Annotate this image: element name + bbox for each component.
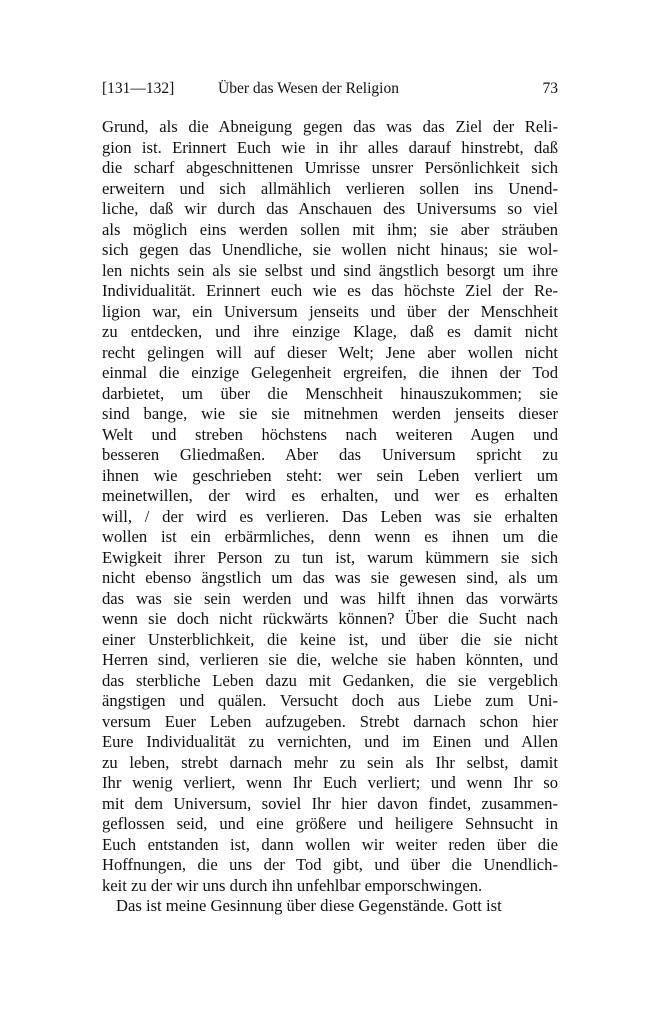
- text-line: ihnen wie geschrieben steht: wer sein Leben verliert um: [102, 465, 558, 485]
- text-line: zu leben, strebt darnach mehr zu sein als Ihr selbst, damit: [102, 752, 558, 772]
- body-text: [102, 117, 558, 917]
- text-line: zu entdecken, und ihre einzige Klage, daß es damit nicht: [102, 322, 558, 341]
- text-line: wollen ist ein erbärmliches, denn wenn es ihnen um die: [102, 527, 558, 546]
- text-line: mit dem Universum, soviel Ihr hier davon findet, zusammen-: [102, 793, 558, 813]
- text-line: keit zu der wir uns durch ihn unfehlbar emporschwingen.: [102, 875, 483, 895]
- text-line: erweitern und sich allmählich verlieren sollen ins Unend-: [102, 178, 558, 198]
- text-line: das was sie sein werden und was hilft ihnen das vorwärts: [102, 588, 558, 608]
- paragraph: [102, 117, 558, 896]
- text-line: ligion war, ein Universum jenseits und über der Menschheit: [102, 301, 558, 321]
- text-line: das sterbliche Leben dazu mit Gedanken, die sie vergeblich: [102, 670, 558, 690]
- text-line: die scharf abgeschnittenen Umrisse unsrer Persönlichkeit sich: [102, 158, 558, 177]
- running-title: Über das Wesen der Religion: [218, 80, 399, 97]
- text-line: einmal die einzige Gelegenheit ergreifen, die ihnen der Tod: [102, 363, 558, 382]
- text-line: Das ist meine Gesinnung über diese Gegenstände. Gott ist: [116, 896, 502, 915]
- text-line: sind bange, wie sie sie mitnehmen werden jenseits dieser: [102, 404, 558, 423]
- text-line: Ihr wenig verliert, wenn Ihr Euch verliert; und wenn Ihr so: [102, 773, 558, 792]
- text-line: Welt und streben höchstens nach weiteren Augen und: [102, 424, 558, 444]
- paragraph: [102, 896, 558, 917]
- page-number: 73: [542, 80, 558, 97]
- text-line: geflossen seid, und eine größere und heiligere Sehnsucht in: [102, 814, 558, 833]
- text-line: wenn sie doch nicht rückwärts können? Über die Sucht nach: [102, 609, 558, 628]
- text-line: Hoffnungen, die uns der Tod gibt, und über die Unendlich-: [102, 855, 558, 874]
- text-line: liche, daß wir durch das Anschauen des Universums so viel: [102, 199, 558, 218]
- text-line: Individualität. Erinnert euch wie es das höchste Ziel der Re-: [102, 281, 558, 300]
- text-line: Herren sind, verlieren sie die, welche sie haben könnten, und: [102, 650, 558, 669]
- text-line: Eure Individualität zu vernichten, und im Einen und Allen: [102, 732, 558, 751]
- text-line: als möglich eins werden sollen mit ihm; sie aber sträuben: [102, 219, 558, 239]
- text-line: Grund, als die Abneigung gegen das was das Ziel der Reli-: [102, 117, 558, 136]
- text-line: versum Euer Leben aufzugeben. Strebt darnach schon hier: [102, 711, 558, 731]
- text-line: len nichts sein als sie selbst und sind ängstlich besorgt um ihre: [102, 260, 558, 280]
- page-reference: [131—132]: [102, 80, 175, 97]
- text-line: recht gelingen will auf dieser Welt; Jene aber wollen nicht: [102, 342, 558, 362]
- text-line: darbietet, um über die Menschheit hinauszukommen; sie: [102, 383, 558, 403]
- text-line: Ewigkeit ihrer Person zu tun ist, warum kümmern sie sich: [102, 547, 558, 567]
- text-line: einer Unsterblichkeit, die keine ist, und über die sie nicht: [102, 629, 558, 649]
- running-header: [102, 80, 558, 102]
- text-line: nicht ebenso ängstlich um das was sie gewesen sind, als um: [102, 568, 558, 587]
- text-line: sich gegen das Unendliche, sie wollen nicht hinaus; sie wol-: [102, 240, 558, 259]
- text-line: meinetwillen, der wird es erhalten, und wer es erhalten: [102, 486, 558, 505]
- text-line: Euch entstanden ist, dann wollen wir weiter reden über die: [102, 834, 558, 854]
- text-line: will, / der wird es verlieren. Das Leben was sie erhalten: [102, 506, 558, 526]
- text-line: gion ist. Erinnert Euch wie in ihr alles darauf hinstrebt, daß: [102, 137, 558, 157]
- text-line: ängstigen und quälen. Versucht doch aus Liebe zum Uni-: [102, 691, 558, 710]
- text-line: besseren Gliedmaßen. Aber das Universum spricht zu: [102, 445, 558, 464]
